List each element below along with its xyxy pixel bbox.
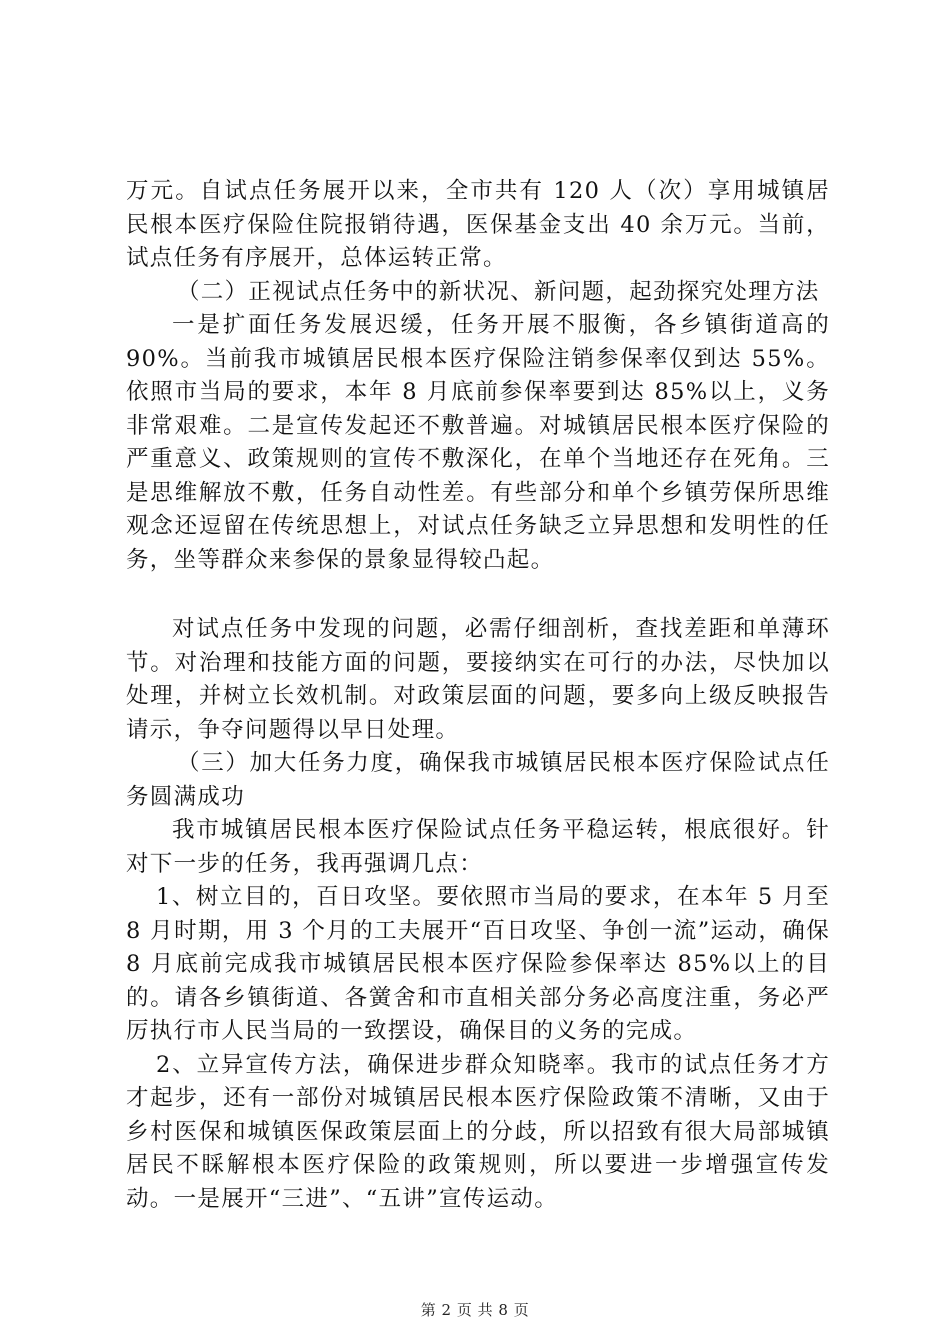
page-footer: 第 2 页 共 8 页 — [420, 1301, 530, 1319]
paragraph-problems: 一是扩面任务发展迟缓，任务开展不服衡，各乡镇街道高的 90%。当前我市城镇居民根本医疗保险注销参保率仅到达 55%。依照市当局的要求，本年 8 月底前参保率要到达 85%以上，义务非常艰难。二是宣传发起还不敷普遍。对城镇居民根本医疗保险的严重意义、政策规则的宣传不敷深化，在单个当地还存在死角。三是思维解放不敷，任务自动性差。有些部分和单个乡镇劳保所思维观念还逗留在传统思想上，对试点任务缺乏立异思想和发明性的任务，坐等群众来参保的景象显得较凸起。 — [126, 312, 830, 573]
paragraph-point-1: 1、树立目的，百日攻坚。要依照市当局的要求，在本年 5 月至 8 月时期，用 3 个月的工夫展开“百日攻坚、争创一流”运动，确保 8 月底前完成我市城镇居民根本医疗保险参保率达 85%以上的目的。请各乡镇街道、各黉舍和市直相关部分务必高度注重，务必严厉执行市人民当局的一致摆设，确保目的义务的完成。 — [126, 884, 830, 1044]
paragraph-gap — [126, 577, 830, 613]
section-heading-2: （二）正视试点任务中的新状况、新问题，起劲探究处理方法 — [177, 278, 820, 305]
document-body — [126, 175, 830, 1216]
section-heading-3: （三）加大任务力度，确保我市城镇居民根本医疗保险试点任务圆满成功 — [126, 750, 830, 810]
paragraph-continuation: 万元。自试点任务展开以来，全市共有 120 人（次）享用城镇居民根本医疗保险住院报销待遇，医保基金支出 40 余万元。当前，试点任务有序展开，总体运转正常。 — [126, 178, 830, 271]
paragraph-analysis: 对试点任务中发现的问题，必需仔细剖析，查找差距和单薄环节。对治理和技能方面的问题，要接纳实在可行的办法，尽快加以处理，并树立长效机制。对政策层面的问题，要多向上级反映报告请示，争夺问题得以早日处理。 — [126, 616, 830, 743]
paragraph-intro: 我市城镇居民根本医疗保险试点任务平稳运转，根底很好。针对下一步的任务，我再强调几点： — [126, 817, 830, 877]
paragraph-point-2: 2、立异宣传方法，确保进步群众知晓率。我市的试点任务才方才起步，还有一部份对城镇居民根本医疗保险政策不清晰，又由于乡村医保和城镇医保政策层面上的分歧，所以招致有很大局部城镇居民不睬解根本医疗保险的政策规则，所以要进一步增强宣传发动。一是展开“三进”、“五讲”宣传运动。 — [126, 1051, 830, 1212]
